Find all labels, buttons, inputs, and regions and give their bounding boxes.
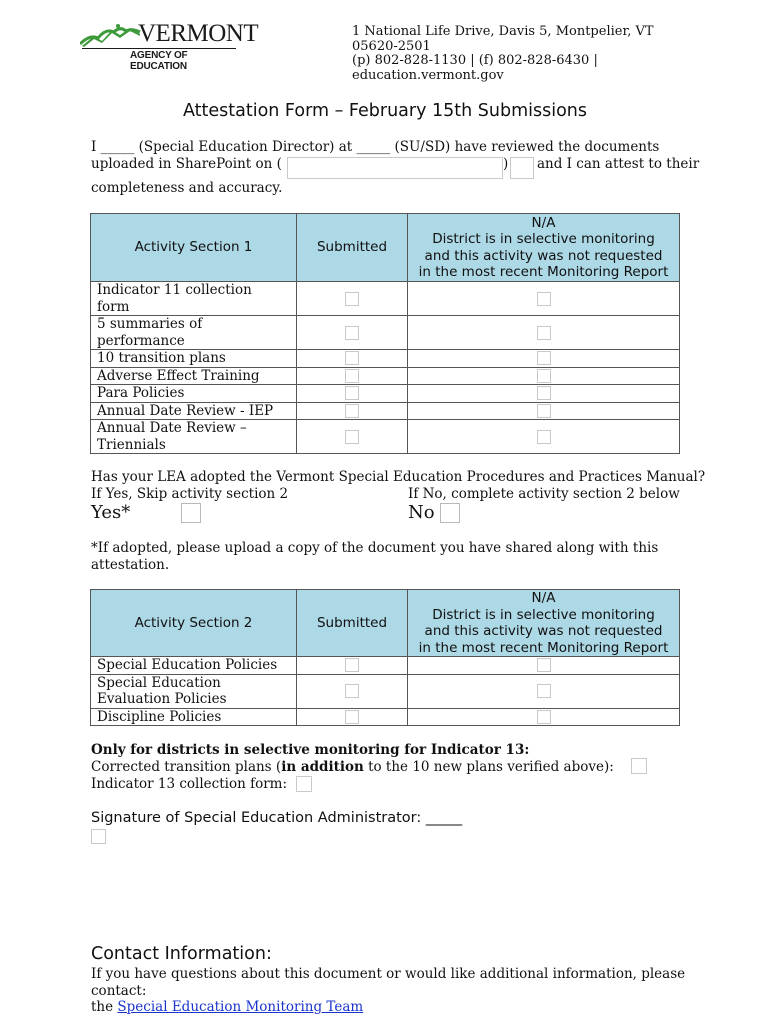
submitted-checkbox[interactable]: [345, 386, 359, 400]
na-cell: [408, 402, 680, 420]
submitted-checkbox[interactable]: [345, 430, 359, 444]
activity-section-1-table: [90, 213, 680, 454]
corrected-plans-text-end: to the 10 new plans verified above):: [363, 759, 614, 775]
table-row: [91, 657, 680, 675]
row-label: [91, 282, 297, 316]
address-line: 1 National Life Drive, Davis 5, Montpelier, VT: [352, 24, 654, 39]
na-cell: [408, 282, 680, 316]
na-cell: [408, 420, 680, 454]
row-label: [91, 420, 297, 454]
activity-section-2-table: [90, 589, 680, 726]
agency-logo: [80, 20, 259, 72]
contact-line-1: If you have questions about this document or would like additional information, please: [91, 966, 686, 982]
table-row: [91, 316, 680, 350]
table-row: [91, 350, 680, 368]
signature-label: Signature of Special Education Administrator: _____: [91, 810, 463, 826]
na-header-line: in the most recent Monitoring Report: [418, 264, 669, 280]
row-label: Annual Date Review - IEP: [91, 402, 297, 420]
logo-subtitle: AGENCY OF EDUCATION: [130, 50, 188, 72]
submitted-cell: [297, 708, 408, 726]
na-checkbox[interactable]: [537, 386, 551, 400]
na-header-line: N/A: [531, 214, 556, 231]
submitted-checkbox[interactable]: [345, 658, 359, 672]
yes-label: Yes*: [91, 502, 131, 523]
col-header-na: [408, 214, 680, 282]
na-checkbox[interactable]: [537, 369, 551, 383]
contact-prefix: the: [91, 999, 118, 1015]
row-label: [91, 674, 297, 708]
contact-heading: Contact Information:: [91, 944, 272, 964]
na-checkbox[interactable]: [537, 710, 551, 724]
monitoring-team-link[interactable]: Special Education Monitoring Team: [117, 999, 364, 1015]
address-block: [352, 25, 752, 83]
col-header-na: [408, 590, 680, 657]
row-label-line: Evaluation Policies: [97, 691, 227, 707]
contact-line-2: contact:: [91, 983, 147, 999]
submitted-checkbox[interactable]: [345, 351, 359, 365]
yes-checkbox[interactable]: [181, 503, 201, 523]
col-header-activity: Activity Section 1: [91, 214, 297, 282]
logo-wordmark: VERMONT: [138, 20, 259, 47]
no-checkbox[interactable]: [440, 503, 460, 523]
na-cell: [408, 674, 680, 708]
na-cell: [408, 367, 680, 385]
corrected-plans-checkbox[interactable]: [631, 758, 647, 774]
address-zip: 05620-2501: [352, 38, 431, 54]
sharepoint-date-field[interactable]: [287, 157, 503, 179]
submitted-cell: [297, 385, 408, 403]
submitted-checkbox[interactable]: [345, 292, 359, 306]
intro-line-2b: ): [503, 156, 509, 172]
adoption-note-line-2: attestation.: [91, 557, 170, 573]
lea-if-no: If No, complete activity section 2 below: [408, 486, 680, 502]
submitted-cell: [297, 316, 408, 350]
corrected-plans-line: [91, 759, 614, 776]
col-header-submitted: Submitted: [297, 214, 408, 282]
row-label-line: 5 summaries of: [97, 316, 203, 332]
indicator-13-line: Indicator 13 collection form:: [91, 776, 288, 792]
na-header-line: N/A: [531, 590, 556, 606]
na-checkbox[interactable]: [537, 684, 551, 698]
row-label-line: Indicator 11 collection: [97, 282, 252, 298]
table-row: [91, 367, 680, 385]
na-header-line: in the most recent Monitoring Report: [418, 639, 669, 656]
row-label: Para Policies: [91, 385, 297, 403]
na-header-line: District is in selective monitoring: [432, 606, 655, 623]
table-row: [91, 420, 680, 454]
row-label-line: performance: [97, 332, 185, 349]
row-label: [91, 316, 297, 350]
logo-rule: [82, 48, 236, 49]
intro-line-3: completeness and accuracy.: [91, 180, 283, 196]
vermont-mountains-icon: [80, 22, 142, 48]
adoption-note-line-1: *If adopted, please upload a copy of the document you have shared along with this: [91, 540, 659, 556]
row-label: Adverse Effect Training: [91, 367, 297, 385]
submitted-cell: [297, 674, 408, 708]
corrected-plans-text: Corrected transition plans (: [91, 759, 282, 775]
submitted-cell: [297, 350, 408, 368]
table-row: [91, 708, 680, 726]
na-checkbox[interactable]: [537, 326, 551, 340]
table-row: [91, 282, 680, 316]
na-checkbox[interactable]: [537, 351, 551, 365]
col-header-submitted: Submitted: [297, 590, 408, 657]
lea-question: Has your LEA adopted the Vermont Special Education Procedures and Practices Manual?: [91, 469, 706, 485]
intro-line-2a: uploaded in SharePoint on (: [91, 156, 282, 172]
row-label: 10 transition plans: [91, 350, 297, 368]
no-label: No: [408, 502, 435, 523]
table-row: [91, 674, 680, 708]
in-addition-emphasis: in addition: [281, 759, 364, 775]
na-header-line: District is in selective monitoring: [432, 231, 655, 247]
submitted-cell: [297, 367, 408, 385]
submitted-cell: [297, 657, 408, 675]
row-label-line: Special Education: [97, 674, 221, 691]
na-checkbox[interactable]: [537, 430, 551, 444]
attest-checkbox[interactable]: [510, 157, 534, 179]
na-header-line: and this activity was not requested: [424, 247, 663, 264]
na-checkbox[interactable]: [537, 292, 551, 306]
na-header-line: and this activity was not requested: [424, 623, 663, 639]
table-row: [91, 385, 680, 403]
intro-line-1: I _____ (Special Education Director) at _____ (SU/SD) have reviewed the documents: [91, 139, 660, 155]
row-label-line: Triennials: [97, 436, 166, 453]
na-checkbox[interactable]: [537, 404, 551, 418]
lea-if-yes: If Yes, Skip activity section 2: [91, 486, 289, 502]
row-label: Discipline Policies: [91, 708, 297, 726]
submitted-checkbox[interactable]: [345, 710, 359, 724]
submitted-checkbox[interactable]: [345, 369, 359, 383]
submitted-checkbox[interactable]: [345, 326, 359, 340]
indicator-13-checkbox[interactable]: [296, 776, 312, 792]
address-phone-fax: (p) 802-828-1130 | (f) 802-828-6430 |: [352, 53, 598, 68]
na-cell: [408, 350, 680, 368]
na-cell: [408, 708, 680, 726]
na-cell: [408, 316, 680, 350]
row-label-line: form: [97, 298, 130, 315]
na-checkbox[interactable]: [537, 658, 551, 672]
submitted-cell: [297, 420, 408, 454]
address-website: education.vermont.gov: [352, 67, 504, 83]
submitted-checkbox[interactable]: [345, 404, 359, 418]
selective-heading: Only for districts in selective monitoring for Indicator 13:: [91, 742, 530, 758]
submitted-cell: [297, 282, 408, 316]
signature-checkbox[interactable]: [91, 829, 106, 844]
row-label-line: Annual Date Review –: [97, 420, 247, 436]
na-cell: [408, 385, 680, 403]
page-title: Attestation Form – February 15th Submissions: [182, 101, 588, 121]
contact-line-3: [91, 999, 363, 1016]
intro-line-2c: and I can attest to their: [537, 156, 700, 172]
submitted-cell: [297, 402, 408, 420]
submitted-checkbox[interactable]: [345, 684, 359, 698]
na-cell: [408, 657, 680, 675]
col-header-activity: Activity Section 2: [91, 590, 297, 657]
table-row: [91, 402, 680, 420]
row-label: Special Education Policies: [91, 657, 297, 675]
